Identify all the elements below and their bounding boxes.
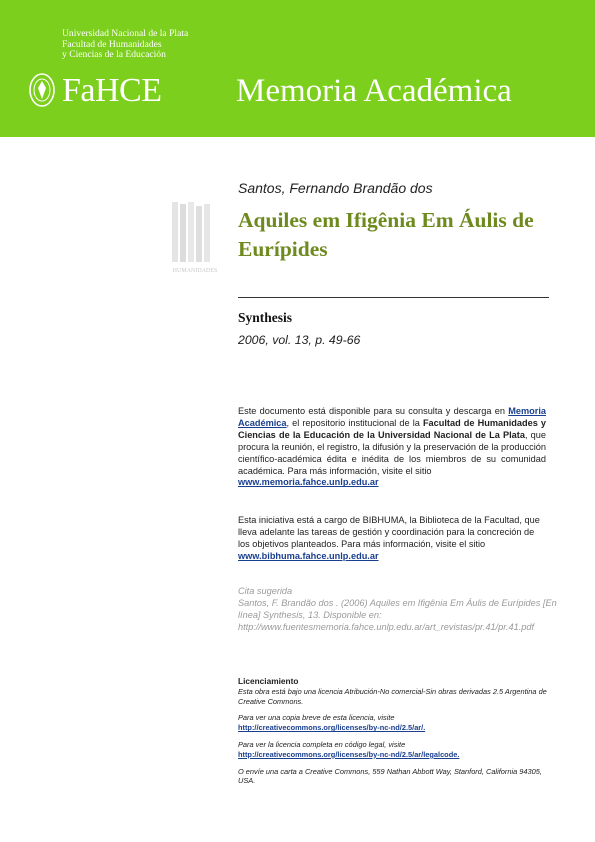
license-text: Esta obra está bajo una licencia Atribución-No comercial-Sin obras derivadas 2.5 Argentina de Creative Commons. (238, 686, 547, 706)
suggested-citation (238, 586, 558, 634)
license-heading: Licenciamiento (238, 676, 299, 686)
availability-intro: Este documento está disponible para su consulta y descarga en (238, 406, 509, 416)
license-brief-link[interactable]: http://creativecommons.org/licenses/by-nc-nd/2.5/ar/. (238, 723, 426, 733)
initiative-paragraph (238, 515, 546, 563)
fahce-logo: FaHCE (62, 72, 162, 109)
availability-mid: , el repositorio institucional de la (286, 417, 423, 428)
header-banner (0, 0, 595, 137)
volume-info: 2006, vol. 13, p. 49-66 (238, 333, 361, 347)
memoria-academica-link[interactable]: Memoria Académica (238, 406, 546, 428)
university-seal-icon (28, 72, 56, 108)
license-full-label: Para ver la licencia completa en código legal, visite (238, 739, 406, 749)
memoria-site-link[interactable]: www.memoria.fahce.unlp.edu.ar (238, 477, 379, 488)
bibhuma-site-link[interactable]: www.bibhuma.fahce.unlp.edu.ar (238, 550, 379, 561)
faculty-line-2: y Ciencias de la Educación (62, 49, 166, 60)
availability-rest: , que procura la reunión, el registro, la difusión y la preservación de la producción científico-académica édita e inédita de los miembros de su comunidad académica. Para más información, visite el sitio (238, 429, 546, 476)
university-name (62, 29, 188, 61)
author: Santos, Fernando Brandão dos (238, 180, 433, 196)
citation-label: Cita sugerida (238, 586, 293, 596)
license-full-link[interactable]: http://creativecommons.org/licenses/by-nc-nd/2.5/ar/legalcode. (238, 749, 460, 759)
availability-paragraph (238, 406, 546, 489)
watermark-label: HUMANIDADES (172, 268, 218, 274)
divider (238, 297, 549, 298)
document-title: Aquiles em Ifigênia Em Áulis de Eurípides (238, 208, 534, 261)
faculty-line: Facultad de Humanidades (62, 38, 162, 50)
faculty-name: Facultad de Humanidades y Ciencias de la Educación de la Universidad Nacional de La Plata (238, 417, 546, 440)
initiative-text: Esta iniciativa está a cargo de BIBHUMA, la Biblioteca de la Facultad, que lleva adelante las tareas de gestión y coordinación para la concreción de los objetivos planteados. Para más información, visite el sitio (238, 515, 540, 549)
license-brief-label: Para ver una copia breve de esta licencia, visite (238, 713, 395, 723)
journal-name: Synthesis (238, 310, 293, 325)
books-watermark-icon (168, 200, 222, 280)
license-mail: O envíe una carta a Creative Commons, 559 Nathan Abbott Way, Stanford, California 94305, USA. (238, 766, 542, 786)
citation-text: Santos, F. Brandão dos . (2006) Aquiles em Ifigênia Em Áulis de Eurípides [En línea] Synthesis, 13. Disponible en: http://www.fuentesmemoria.fahce.unlp.edu.ar/art_revistas/pr.41/pr.41.pdf (238, 597, 557, 632)
repository-name: Memoria Académica (236, 73, 512, 109)
license-section (238, 677, 550, 786)
university-line: Universidad Nacional de la Plata (62, 28, 189, 39)
